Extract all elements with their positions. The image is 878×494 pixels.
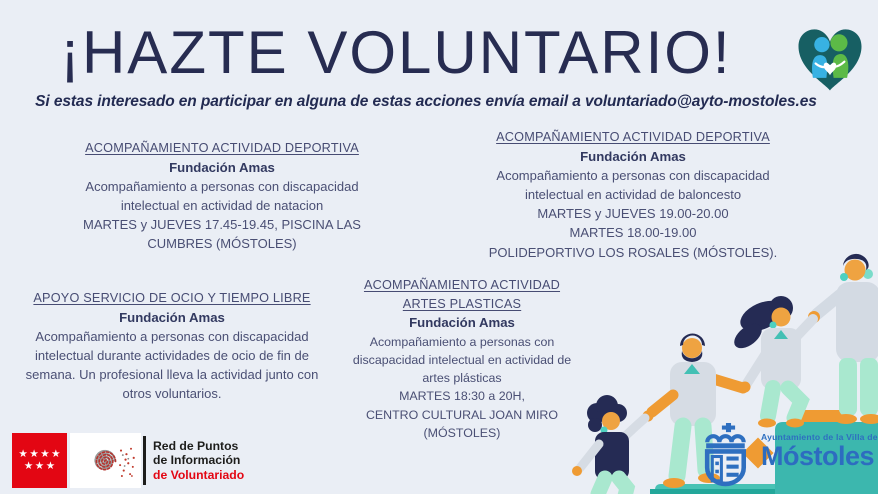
activity-org: Fundación Amas <box>119 309 225 325</box>
mostoles-logo-name: Móstoles <box>761 441 875 471</box>
mostoles-shield-icon <box>700 423 757 490</box>
activity-description: Acompañamiento a personas con discapacidad intelectual en actividad de natacion <box>85 179 359 214</box>
activity-title: APOYO SERVICIO DE OCIO Y TIEMPO LIBRE <box>33 291 311 305</box>
spiral-icon <box>73 436 139 486</box>
activity-block-ocio-tiempo-libre <box>22 289 322 404</box>
heart-people-logo-icon <box>794 22 866 96</box>
schedule-line: MARTES y JUEVES 17.45-19.45, PISCINA LAS CUMBRES (MÓSTOLES) <box>83 217 361 252</box>
logo-divider <box>143 436 146 485</box>
activity-title: ACOMPAÑAMIENTO ACTIVIDAD ARTES PLASTICAS <box>363 278 561 311</box>
activity-block-artes-plasticas <box>347 276 577 442</box>
network-line-1: Red de Puntos <box>153 438 239 453</box>
activity-org: Fundación Amas <box>580 148 686 164</box>
activity-title: ACOMPAÑAMIENTO ACTIVIDAD DEPORTIVA <box>85 141 359 155</box>
madrid-flag-stars-bottom: ★★★ <box>23 459 57 472</box>
person-4 <box>808 254 878 424</box>
activity-description: Acompañamiento a personas con discapacidad intelectual en actividad de artes plásticas <box>352 334 572 386</box>
person-1 <box>572 395 645 494</box>
activity-org: Fundación Amas <box>169 159 275 175</box>
network-text <box>153 439 244 482</box>
schedule-line: POLIDEPORTIVO LOS ROSALES (MÓSTOLES). <box>488 244 778 260</box>
schedule-line: MARTES 18:30 a 20H, <box>399 389 525 404</box>
page-title: ¡HAZTE VOLUNTARIO! <box>60 19 732 86</box>
activity-description: Acompañamiento a personas con discapacidad intelectual durante actividades de ocio de fin de semana. Un profesional lleva la actividad junto con otros voluntarios. <box>25 329 319 402</box>
madrid-flag-stars-top: ★★★★ <box>18 448 63 461</box>
activity-org: Fundación Amas <box>409 315 515 331</box>
schedule-line: MARTES y JUEVES 19.00-20.00 <box>537 206 729 222</box>
person-3 <box>730 295 813 428</box>
mostoles-logo-small-text: Ayuntamiento de la Villa de <box>761 432 878 442</box>
schedule-line: CENTRO CULTURAL JOAN MIRO <box>365 407 559 422</box>
network-line-2: de Información <box>153 453 241 468</box>
network-line-3: de Voluntariado <box>153 467 245 482</box>
mostoles-city-logo <box>700 423 878 490</box>
activity-schedule <box>347 387 577 442</box>
madrid-flag-icon <box>12 433 67 488</box>
volunteer-network-logo <box>12 433 244 488</box>
activity-block-deportiva-natacion <box>72 139 372 254</box>
schedule-line: (MÓSTOLES) <box>423 425 501 440</box>
activity-schedule <box>72 215 372 253</box>
activity-title: ACOMPAÑAMIENTO ACTIVIDAD DEPORTIVA <box>496 130 770 144</box>
activity-description: Acompañamiento a personas con discapacidad intelectual en actividad de baloncesto <box>496 168 770 203</box>
schedule-line: MARTES 18.00-19.00 <box>569 225 697 241</box>
subtitle: Si estas interesado en participar en alguna de estas acciones envía email a voluntariado@ayto-mostoles.es <box>35 93 817 110</box>
spiral-logo-box <box>70 433 141 488</box>
